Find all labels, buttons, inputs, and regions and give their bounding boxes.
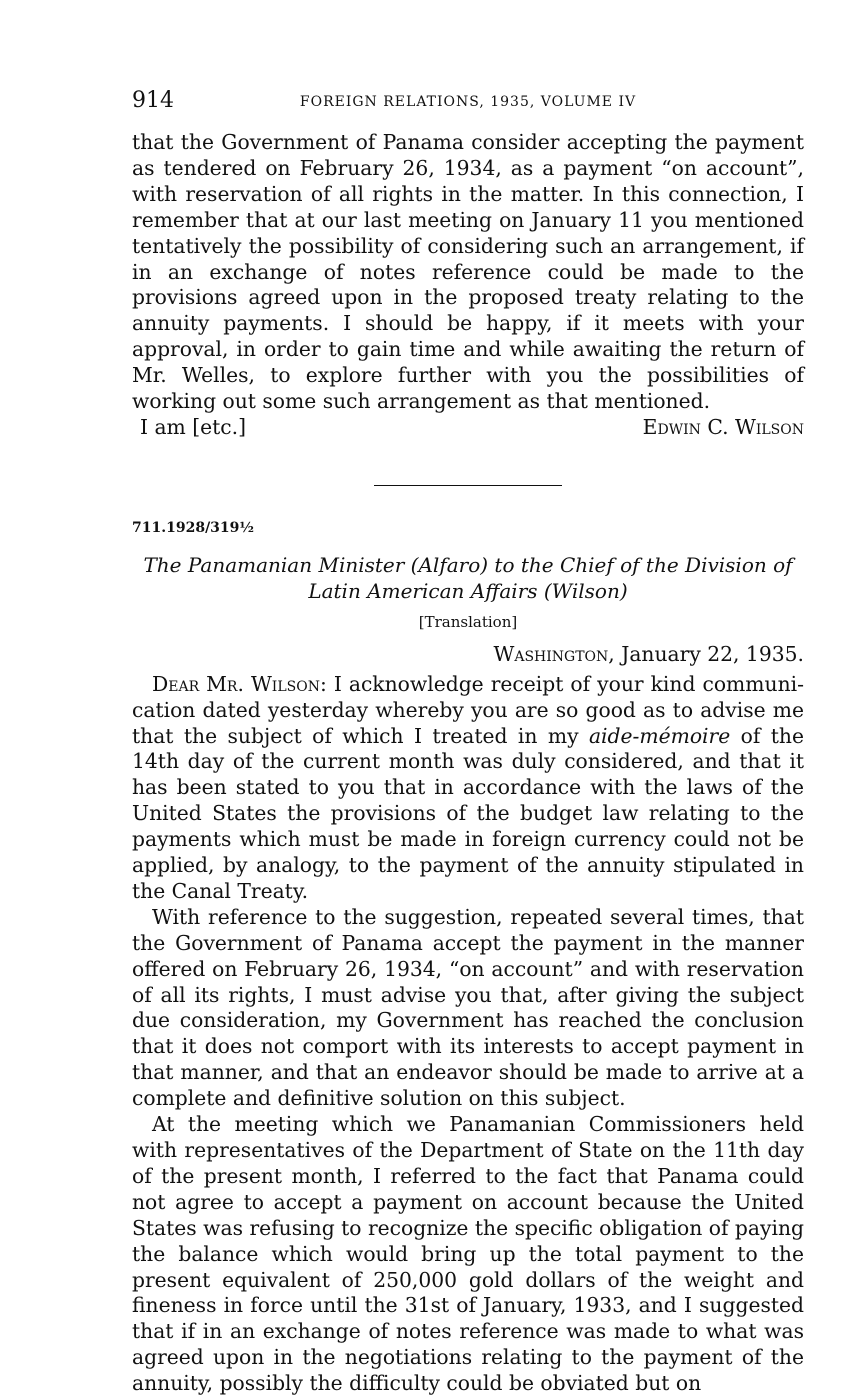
document-heading [132, 552, 804, 604]
letter1-closing-line [132, 415, 804, 441]
letter1-closing: I am [etc.] [140, 414, 247, 439]
running-head: FOREIGN RELATIONS, 1935, VOLUME IV [299, 94, 637, 110]
p1-italic-term: aide-mémoire [588, 723, 731, 748]
letter2-paragraph-2: With reference to the suggestion, repeated several times, that the Government of Panama accept the payment in the manner offered on February 26, 1934, “on account” and with reservation of all its rights, I must advise you that, after giving the subject due consideration, my Government has reached the conclusion that it does not comport with its interests to accept payment in that manner, and that an endeavor should be made to arrive at a complete and definitive solution on this subject. [132, 904, 804, 1111]
section-divider [374, 485, 562, 486]
p1-part-a: I acknowledge receipt of your kind communication dated yesterday whereby you are so good as to advise me that the subject of which I treated in my [132, 671, 804, 748]
salutation: Dear Mr. Wilson: [152, 671, 327, 696]
heading-line-1: The Panamanian Minister (Alfaro) to the Chief of the Division of [143, 552, 793, 577]
letter1-signature: Edwin C. Wilson [642, 414, 804, 439]
letter1-paragraph: that the Government of Panama consider accepting the payment as tendered on February 26, 1934, as a payment “on account”, with reservation of all rights in the matter. In this connection, I remember that at our last meeting on January 11 you mentioned tentatively the possibility of considering such an arrangement, if in an exchange of notes reference could be made to the provisions agreed upon in the proposed treaty relating to the annuity payments. I should be happy, if it meets with your approval, in order to gain time and while awaiting the return of Mr. Welles, to explore further with you the possibilities of working out some such arrangement as that mentioned. [132, 130, 804, 414]
page-header [132, 88, 804, 118]
file-number: 711.1928/319½ [132, 519, 255, 536]
letter2-paragraph-1 [132, 672, 804, 905]
dateline-place: Washington [493, 641, 609, 666]
letter2-paragraph-3: At the meeting which we Panamanian Commissioners held with representatives of the Department of State on the 11th day of the present month, I referred to the fact that Panama could not agree to accept a payment on account because the United States was refusing to recognize the specific obligation of paying the balance which would bring up the total payment to the present equivalent of 250,000 gold dollars of the weight and fineness in force until the 31st of January, 1933, and I suggested that if in an exchange of notes reference was made to what was agreed upon in the negotiations relating to the payment of the annuity, possibly the difficulty could be obviated but on [132, 1112, 804, 1396]
page-body [132, 130, 804, 1397]
heading-line-2: Latin American Affairs (Wilson) [308, 578, 628, 603]
dateline-date: , January 22, 1935. [608, 641, 804, 666]
p1-part-b: of the 14th day of the current month was duly considered, and that it has been stated to you that in accordance with the laws of the United States the provisions of the budget law relating to the payments which must be made in foreign currency could not be applied, by analogy, to the payment of the annuity stipulated in the Canal Treaty. [132, 723, 804, 903]
translation-note: [Translation] [418, 612, 518, 631]
dateline [132, 642, 804, 668]
page-number: 914 [132, 88, 174, 113]
